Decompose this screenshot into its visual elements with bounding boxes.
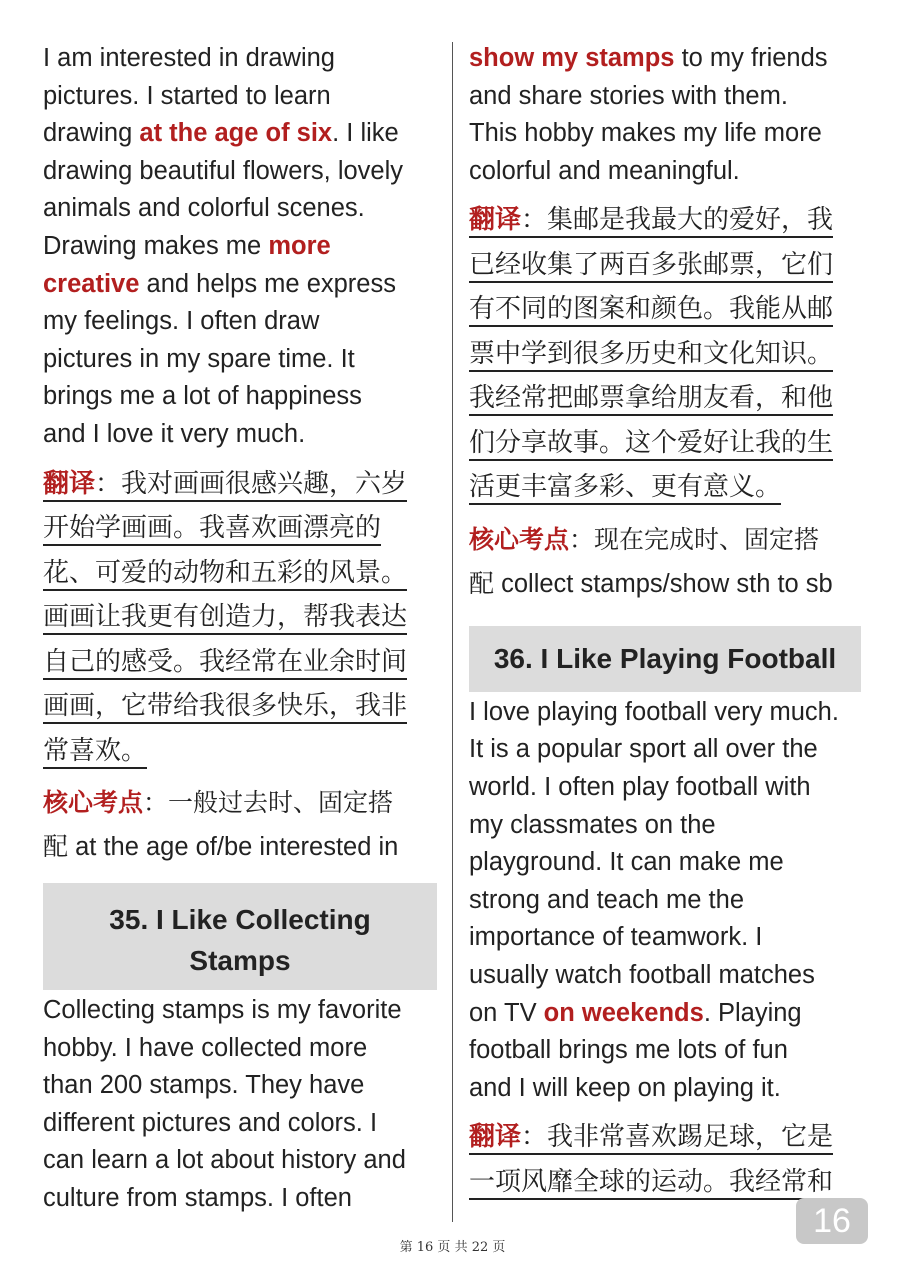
translation-label: 翻译 xyxy=(469,1122,521,1155)
column-divider xyxy=(452,42,453,1222)
translation-stamps xyxy=(469,198,874,510)
key-points-stamps: 核心考点：现在完成时、固定搭 配 collect stamps/show sth to sb xyxy=(469,524,833,598)
text-line: than 200 stamps. They have xyxy=(43,1071,365,1100)
passage-stamps xyxy=(43,992,441,1218)
text-line: and I will keep on playing it. xyxy=(469,1073,781,1102)
translation-label: 翻译 xyxy=(43,469,95,502)
key-points-label: 核心考点 xyxy=(43,788,144,818)
translation-line: 翻译：我对画画很感兴趣，六岁 xyxy=(43,462,441,507)
translation-line: 翻译：我非常喜欢踢足球，它是 xyxy=(469,1115,874,1160)
text-line: I am interested in drawing xyxy=(43,44,335,72)
translation-line: 常喜欢。 xyxy=(43,729,441,774)
text-line: usually watch football matches xyxy=(469,961,815,990)
translation-line: 花、可爱的动物和五彩的风景。 xyxy=(43,551,441,596)
section-heading-35: 35. I Like Collecting Stamps xyxy=(43,883,437,990)
translation-line: 们分享故事。这个爱好让我的生 xyxy=(469,421,874,466)
highlight-phrase: at the age of six xyxy=(139,119,333,148)
translation-label: 翻译 xyxy=(469,205,521,238)
text-line: on TV on weekends. Playing xyxy=(469,998,802,1027)
text-line: playground. It can make me xyxy=(469,848,784,877)
translation-football xyxy=(469,1115,874,1204)
translation-line: 画画，它带给我很多快乐，我非 xyxy=(43,684,441,729)
translation-line: 翻译：集邮是我最大的爱好，我 xyxy=(469,198,874,243)
translation-line: 开始学画画。我喜欢画漂亮的 xyxy=(43,506,441,551)
text-line: hobby. I have collected more xyxy=(43,1033,368,1062)
page-number-badge: 16 xyxy=(796,1198,868,1244)
highlight-phrase: creative xyxy=(43,269,140,298)
passage-football xyxy=(469,694,874,1108)
text-line: world. I often play football with xyxy=(469,773,811,802)
text-line: can learn a lot about history and xyxy=(43,1146,406,1175)
translation-drawing xyxy=(43,462,441,774)
translation-line: 一项风靡全球的运动。我经常和 xyxy=(469,1160,874,1205)
translation-line: 活更丰富多彩、更有意义。 xyxy=(469,465,874,510)
text-line: drawing beautiful flowers, lovely xyxy=(43,156,404,185)
text-line: I love playing football very much. xyxy=(469,697,839,726)
text-line: importance of teamwork. I xyxy=(469,923,763,952)
translation-line: 有不同的图案和颜色。我能从邮 xyxy=(469,287,874,332)
page-footer: 第 16 页 共 22 页 xyxy=(399,1240,506,1255)
text-line: brings me a lot of happiness xyxy=(43,382,362,411)
text-line: colorful and meaningful. xyxy=(469,156,740,185)
text-line: and I love it very much. xyxy=(43,419,306,448)
text-line: creative and helps me express xyxy=(43,269,396,298)
text-line: pictures in my spare time. It xyxy=(43,344,355,373)
text-line: It is a popular sport all over the xyxy=(469,735,818,764)
text-line: pictures. I started to learn xyxy=(43,81,331,110)
text-line: culture from stamps. I often xyxy=(43,1184,352,1212)
text-line: drawing at the age of six. I like xyxy=(43,119,399,148)
translation-line: 自己的感受。我经常在业余时间 xyxy=(43,640,441,685)
text-line: football brings me lots of fun xyxy=(469,1036,788,1065)
text-line: Drawing makes me more xyxy=(43,231,331,260)
passage-drawing xyxy=(43,40,441,454)
translation-line: 票中学到很多历史和文化知识。 xyxy=(469,332,874,377)
text-line: different pictures and colors. I xyxy=(43,1108,378,1137)
highlight-phrase: show my stamps xyxy=(469,44,675,72)
text-line: my feelings. I often draw xyxy=(43,307,320,336)
text-line: This hobby makes my life more xyxy=(469,119,822,148)
text-line: and share stories with them. xyxy=(469,81,788,110)
text-line: my classmates on the xyxy=(469,810,716,839)
text-line: animals and colorful scenes. xyxy=(43,194,365,223)
passage-stamps-cont xyxy=(469,40,874,190)
text-line: Collecting stamps is my favorite xyxy=(43,996,402,1025)
text-line: show my stamps to my friends xyxy=(469,44,828,72)
key-points-label: 核心考点 xyxy=(469,524,570,554)
highlight-phrase: more xyxy=(268,231,331,260)
translation-line: 画画让我更有创造力，帮我表达 xyxy=(43,595,441,640)
left-column xyxy=(43,40,441,1218)
right-column xyxy=(469,40,874,1204)
section-heading-36: 36. I Like Playing Football xyxy=(469,626,861,692)
translation-line: 已经收集了两百多张邮票，它们 xyxy=(469,243,874,288)
highlight-phrase: on weekends xyxy=(543,998,704,1027)
text-line: strong and teach me the xyxy=(469,885,745,914)
translation-line: 我经常把邮票拿给朋友看，和他 xyxy=(469,376,874,421)
key-points-drawing: 核心考点：一般过去时、固定搭 配 at the age of/be interested in xyxy=(43,788,399,862)
